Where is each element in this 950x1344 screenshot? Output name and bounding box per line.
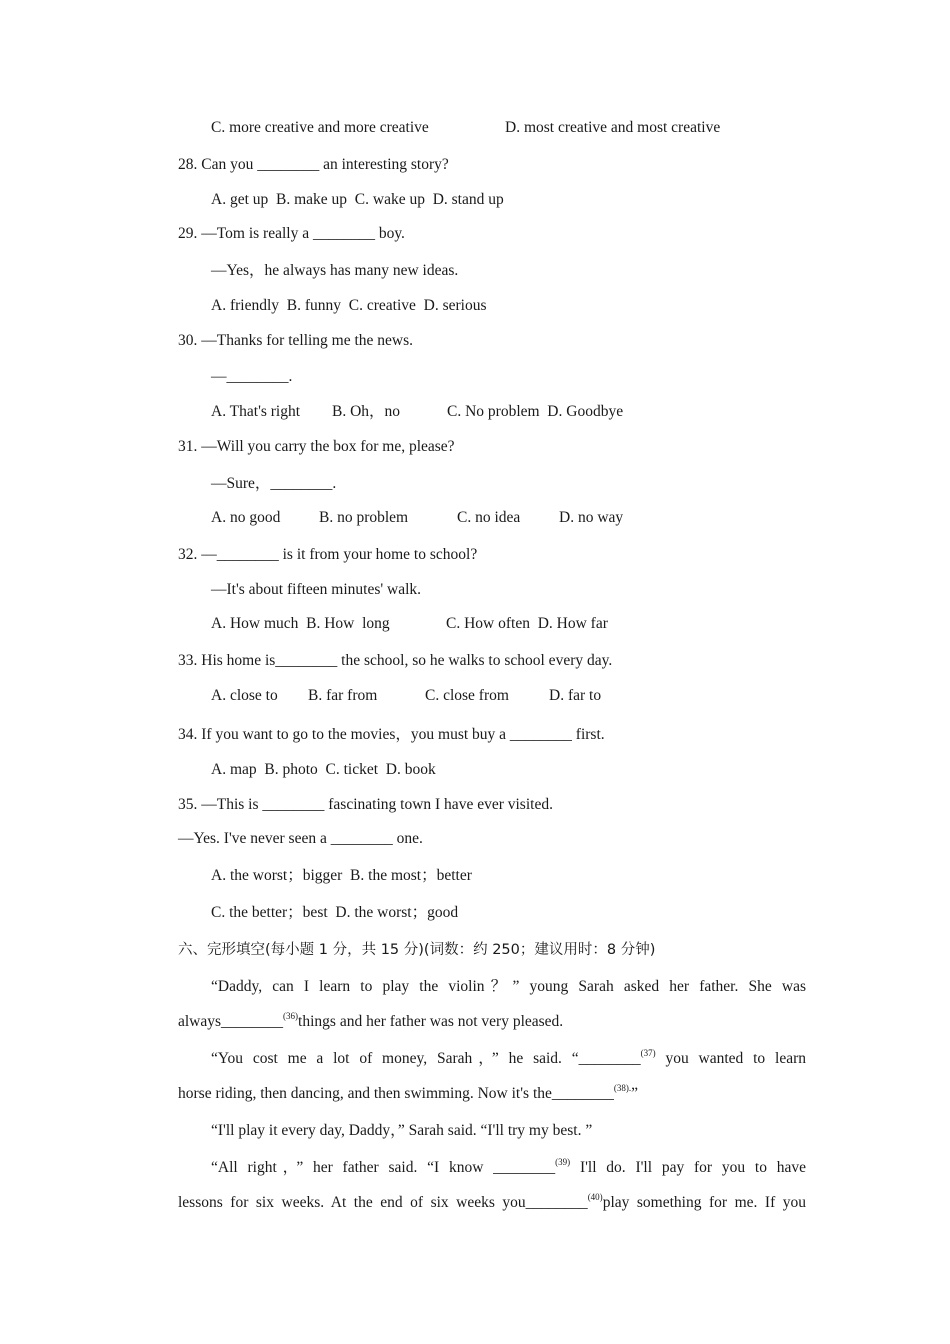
q31-stem: 31. —Will you carry the box for me, please?	[178, 438, 455, 455]
q30-option-a: A. That's right	[211, 403, 301, 420]
q35-reply: —Yes. I've never seen a ________ one.	[178, 830, 423, 847]
q31-option-d: D. no way	[559, 509, 624, 526]
q28-options: A. get up B. make up C. wake up D. stand up	[211, 191, 504, 208]
passage-p4-line2	[178, 1193, 806, 1228]
passage	[178, 977, 806, 1047]
blank-number-38: (38).	[613, 1083, 632, 1093]
q27-option-c: C. more creative and more creative	[211, 119, 429, 136]
passage-text: always________	[178, 1013, 284, 1030]
q32-options-ab: A. How much B. How long	[211, 615, 390, 632]
q28-stem: 28. Can you ________ an interesting story?	[178, 156, 449, 173]
blank-number-39: (39)	[555, 1157, 571, 1167]
q33-option-d: D. far to	[549, 687, 602, 704]
q33-option-c: C. close from	[425, 687, 509, 704]
q34-options: A. map B. photo C. ticket D. book	[211, 761, 436, 778]
q31-option-c: C. no idea	[457, 509, 521, 526]
passage-p2	[178, 1049, 806, 1119]
q29-stem: 29. —Tom is really a ________ boy.	[178, 225, 405, 242]
blank-number-40: (40)	[587, 1192, 603, 1202]
q31-option-b: B. no problem	[319, 509, 409, 526]
passage-text: “You cost me a lot of money, Sarah，” he said. “________	[211, 1050, 641, 1067]
section-heading: 六、完形填空(每小题 1 分，共 15 分)(词数：约 250；建议用时：8 分钟)	[178, 942, 656, 958]
q32-reply: —It's about fifteen minutes' walk.	[211, 581, 422, 598]
passage-text: ”	[631, 1085, 639, 1102]
q30-option-cd: C. No problem D. Goodbye	[447, 403, 624, 420]
q29-options: A. friendly B. funny C. creative D. serious	[211, 297, 487, 314]
passage-p1-line2	[178, 1012, 806, 1047]
passage-p1-line1: “Daddy, can I learn to play the violin？” young Sarah asked her father. She was	[211, 978, 806, 995]
passage-text: I'll do. I'll pay for you to have	[570, 1159, 806, 1176]
q31-option-a: A. no good	[211, 509, 281, 526]
q29-reply: —Yes，he always has many new ideas.	[211, 262, 459, 279]
q32-stem: 32. —________ is it from your home to school?	[178, 546, 478, 563]
q32-options-cd: C. How often D. How far	[446, 615, 608, 632]
q35-options-ab: A. the worst；bigger B. the most；better	[211, 867, 472, 884]
passage-text: play something for me. If you	[602, 1194, 807, 1211]
q33-option-a: A. close to	[211, 687, 278, 704]
passage-p4-line1	[178, 1158, 806, 1193]
q30-stem: 30. —Thanks for telling me the news.	[178, 332, 414, 349]
passage-text: things and her father was not very pleased.	[298, 1013, 564, 1030]
blank-number-36: (36)	[283, 1011, 299, 1021]
passage-text: lessons for six weeks. At the end of six weeks you________	[178, 1194, 588, 1211]
passage-text: you wanted to learn	[655, 1050, 806, 1067]
blank-number-37: (37)	[640, 1048, 656, 1058]
q31-reply: —Sure，________.	[211, 475, 337, 492]
q35-options-cd: C. the better；best D. the worst；good	[211, 904, 459, 921]
passage-p4	[178, 1158, 806, 1228]
q34-stem: 34. If you want to go to the movies，you must buy a ________ first.	[178, 726, 605, 743]
passage-text: horse riding, then dancing, and then swimming. Now it's the________	[178, 1085, 614, 1102]
passage-p2-line1	[178, 1049, 806, 1084]
q33-stem: 33. His home is________ the school, so he walks to school every day.	[178, 652, 613, 669]
q30-option-b: B. Oh，no	[332, 403, 401, 420]
q30-reply: —________.	[211, 368, 293, 385]
q35-stem: 35. —This is ________ fascinating town I have ever visited.	[178, 796, 553, 813]
passage-p3: “I'll play it every day, Daddy，” Sarah said. “I'll try my best. ”	[211, 1122, 593, 1139]
passage-text: “All right，” her father said. “I know ________	[211, 1159, 556, 1176]
q33-option-b: B. far from	[308, 687, 378, 704]
q27-option-d: D. most creative and most creative	[505, 119, 721, 136]
passage-p2-line2	[178, 1084, 806, 1119]
